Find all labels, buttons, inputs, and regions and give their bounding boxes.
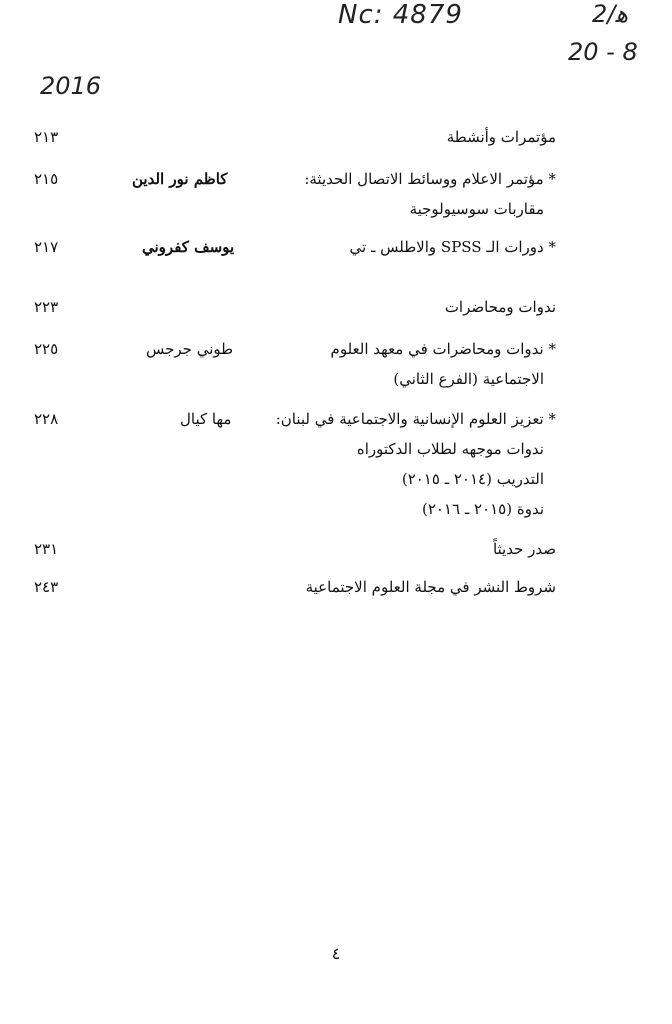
toc-entry-line — [0, 470, 672, 494]
toc-entry-subtitle — [0, 200, 672, 224]
page-number: ٢١٣ — [34, 128, 59, 146]
toc-entry-institute-seminars — [0, 340, 672, 364]
entry-author: يوسف كفروني — [142, 238, 235, 256]
toc-entry-line — [0, 500, 672, 524]
toc-entry-line — [0, 440, 672, 464]
entry-title: * دورات الـ SPSS والاطلس ـ تي — [349, 238, 556, 256]
page-number: ٢١٧ — [34, 238, 59, 256]
page-number: ٢٢٥ — [34, 340, 59, 358]
handwritten-code: ﻫ/2 — [592, 0, 629, 28]
toc-section-recent — [0, 540, 672, 564]
handwritten-year: 2016 — [40, 72, 102, 100]
section-title: شروط النشر في مجلة العلوم الاجتماعية — [305, 578, 556, 596]
entry-author: كاظم نور الدين — [132, 170, 228, 188]
toc-section-publishing-terms — [0, 578, 672, 602]
entry-title: * تعزيز العلوم الإنسانية والاجتماعية في لبنان: — [275, 410, 556, 428]
handwritten-accession-number: Nc: 4879 — [338, 0, 463, 30]
page-footer-number: ٤ — [331, 944, 341, 963]
entry-author: مها كيال — [180, 410, 232, 428]
page-number: ٢٢٨ — [34, 410, 59, 428]
toc-entry-spss-courses — [0, 238, 672, 262]
section-title: ندوات ومحاضرات — [444, 298, 556, 316]
toc-entry-humanities-lebanon — [0, 410, 672, 434]
toc-section-seminars — [0, 298, 672, 322]
toc-entry-subtitle — [0, 370, 672, 394]
toc-entry-media-conference — [0, 170, 672, 194]
entry-title: * مؤتمر الاعلام ووسائط الاتصال الحديثة: — [304, 170, 556, 188]
entry-author: طوني جرجس — [146, 340, 234, 358]
handwritten-date: 20 - 8 — [568, 38, 638, 66]
page-number: ٢٣١ — [34, 540, 59, 558]
entry-subtitle: التدريب (٢٠١٤ ـ ٢٠١٥) — [401, 470, 544, 488]
entry-subtitle: مقاربات سوسيولوجية — [409, 200, 544, 218]
section-title: صدر حديثاً — [492, 540, 556, 558]
entry-subtitle: الاجتماعية (الفرع الثاني) — [393, 370, 544, 388]
toc-section-conferences — [0, 128, 672, 152]
page-number: ٢٤٣ — [34, 578, 59, 596]
entry-title: * ندوات ومحاضرات في معهد العلوم — [330, 340, 556, 358]
page-number: ٢١٥ — [34, 170, 59, 188]
entry-subtitle: ندوة (٢٠١٥ ـ ٢٠١٦) — [421, 500, 544, 518]
page-number: ٢٢٣ — [34, 298, 59, 316]
section-title: مؤتمرات وأنشطة — [446, 128, 556, 146]
entry-subtitle: ندوات موجهه لطلاب الدكتوراه — [356, 440, 544, 458]
